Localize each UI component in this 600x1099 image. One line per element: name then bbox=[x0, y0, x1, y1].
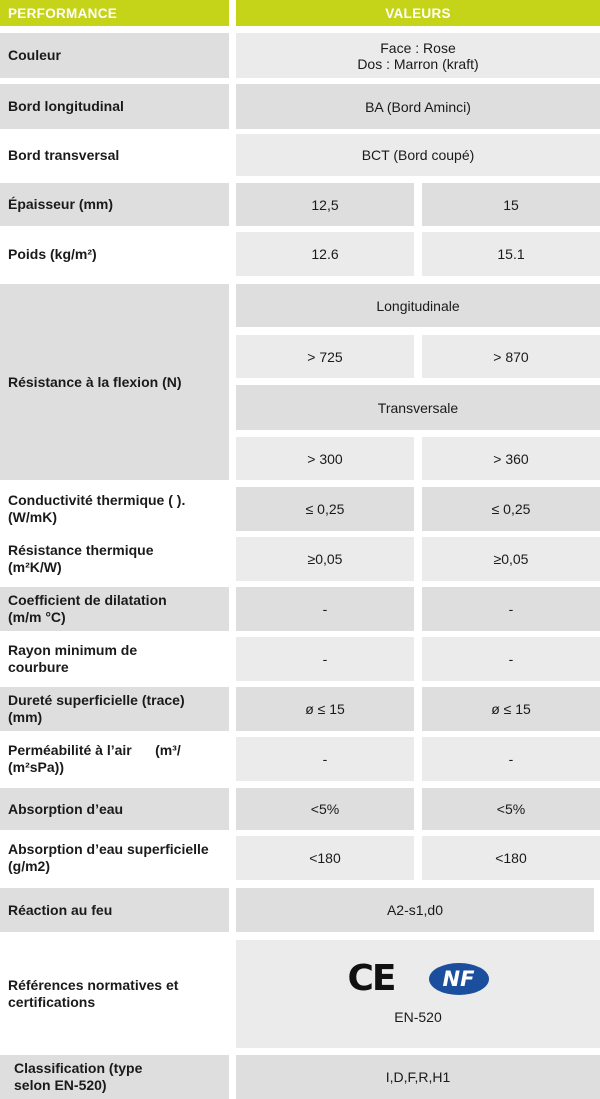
value-dilatation-2: - bbox=[422, 587, 600, 631]
row-label-resistance-thermique bbox=[0, 537, 229, 581]
value-flexion-long-1: > 725 bbox=[236, 335, 414, 378]
row-label-absorption: Absorption d’eau bbox=[0, 788, 229, 830]
value-couleur-face: Face : Rose bbox=[380, 39, 456, 56]
value-bord-transversal: BCT (Bord coupé) bbox=[236, 134, 600, 176]
value-epaisseur-2: 15 bbox=[422, 183, 600, 226]
row-label-classification bbox=[0, 1055, 229, 1099]
row-label-feu: Réaction au feu bbox=[0, 888, 229, 932]
row-label-classification-l2: selon EN-520) bbox=[14, 1077, 107, 1093]
value-references-norm: EN-520 bbox=[394, 1009, 442, 1025]
row-label-bord-transversal: Bord transversal bbox=[0, 134, 229, 176]
row-label-absorption-sup-l1: Absorption d’eau superficielle bbox=[8, 841, 209, 857]
row-label-resistance-thermique-l2: (m²K/W) bbox=[8, 559, 62, 575]
value-feu: A2-s1,d0 bbox=[236, 888, 594, 932]
value-dilatation-1: - bbox=[236, 587, 414, 631]
value-permeabilite-2: - bbox=[422, 737, 600, 781]
value-conductivite-2: ≤ 0,25 bbox=[422, 487, 600, 531]
row-label-permeabilite-l1: Perméabilité à l’air (m³/ bbox=[8, 742, 181, 758]
value-resistance-thermique-1: ≥0,05 bbox=[236, 537, 414, 581]
row-label-references bbox=[0, 940, 229, 1048]
row-label-poids: Poids (kg/m²) bbox=[0, 232, 229, 276]
value-flexion-transversale: Transversale bbox=[236, 385, 600, 430]
value-absorption-sup-2: <180 bbox=[422, 836, 600, 880]
value-permeabilite-1: - bbox=[236, 737, 414, 781]
certification-logos bbox=[347, 958, 488, 999]
ce-mark-icon: CE bbox=[347, 958, 395, 999]
row-label-permeabilite bbox=[0, 737, 229, 781]
value-absorption-sup-1: <180 bbox=[236, 836, 414, 880]
value-classification: I,D,F,R,H1 bbox=[236, 1055, 600, 1099]
row-label-courbure bbox=[0, 637, 229, 681]
row-label-dilatation bbox=[0, 587, 229, 631]
row-label-courbure-l2: courbure bbox=[8, 659, 69, 675]
value-couleur-dos: Dos : Marron (kraft) bbox=[357, 55, 479, 72]
row-label-permeabilite-l2: (m²sPa)) bbox=[8, 759, 65, 775]
row-label-conductivite-l2: (W/mK) bbox=[8, 509, 57, 525]
value-courbure-1: - bbox=[236, 637, 414, 681]
row-label-flexion: Résistance à la flexion (N) bbox=[0, 284, 229, 480]
row-label-durete bbox=[0, 687, 229, 731]
value-couleur bbox=[236, 33, 600, 78]
value-durete-1: ø ≤ 15 bbox=[236, 687, 414, 731]
value-absorption-1: <5% bbox=[236, 788, 414, 830]
row-label-absorption-sup bbox=[0, 836, 229, 880]
value-poids-1: 12.6 bbox=[236, 232, 414, 276]
row-label-courbure-l1: Rayon minimum de bbox=[8, 642, 138, 658]
row-label-dilatation-l1: Coefficient de dilatation bbox=[8, 592, 167, 608]
row-label-epaisseur: Épaisseur (mm) bbox=[0, 183, 229, 226]
row-label-references-l2: certifications bbox=[8, 994, 96, 1010]
value-durete-2: ø ≤ 15 bbox=[422, 687, 600, 731]
row-label-durete-l2: (mm) bbox=[8, 709, 43, 725]
row-label-classification-l1: Classification (type bbox=[14, 1060, 143, 1076]
value-absorption-2: <5% bbox=[422, 788, 600, 830]
value-flexion-long-2: > 870 bbox=[422, 335, 600, 378]
row-label-couleur: Couleur bbox=[0, 33, 229, 78]
header-performance: PERFORMANCE bbox=[0, 0, 229, 26]
value-bord-longitudinal: BA (Bord Aminci) bbox=[236, 84, 600, 129]
row-label-resistance-thermique-l1: Résistance thermique bbox=[8, 542, 154, 558]
row-label-conductivite-l1: Conductivité thermique ( ). bbox=[8, 492, 186, 508]
row-label-references-l1: Références normatives et bbox=[8, 977, 179, 993]
value-conductivite-1: ≤ 0,25 bbox=[236, 487, 414, 531]
header-valeurs: VALEURS bbox=[236, 0, 600, 26]
row-label-durete-l1: Dureté superficielle (trace) bbox=[8, 692, 185, 708]
value-flexion-trans-1: > 300 bbox=[236, 437, 414, 480]
value-flexion-longitudinale: Longitudinale bbox=[236, 284, 600, 327]
value-epaisseur-1: 12,5 bbox=[236, 183, 414, 226]
value-flexion-trans-2: > 360 bbox=[422, 437, 600, 480]
value-references bbox=[236, 940, 600, 1048]
row-label-conductivite bbox=[0, 487, 229, 531]
value-resistance-thermique-2: ≥0,05 bbox=[422, 537, 600, 581]
row-label-bord-longitudinal: Bord longitudinal bbox=[0, 84, 229, 129]
row-label-absorption-sup-l2: (g/m2) bbox=[8, 858, 50, 874]
row-label-dilatation-l2: (m/m °C) bbox=[8, 609, 66, 625]
value-courbure-2: - bbox=[422, 637, 600, 681]
nf-mark-icon: NF bbox=[429, 963, 489, 995]
value-poids-2: 15.1 bbox=[422, 232, 600, 276]
